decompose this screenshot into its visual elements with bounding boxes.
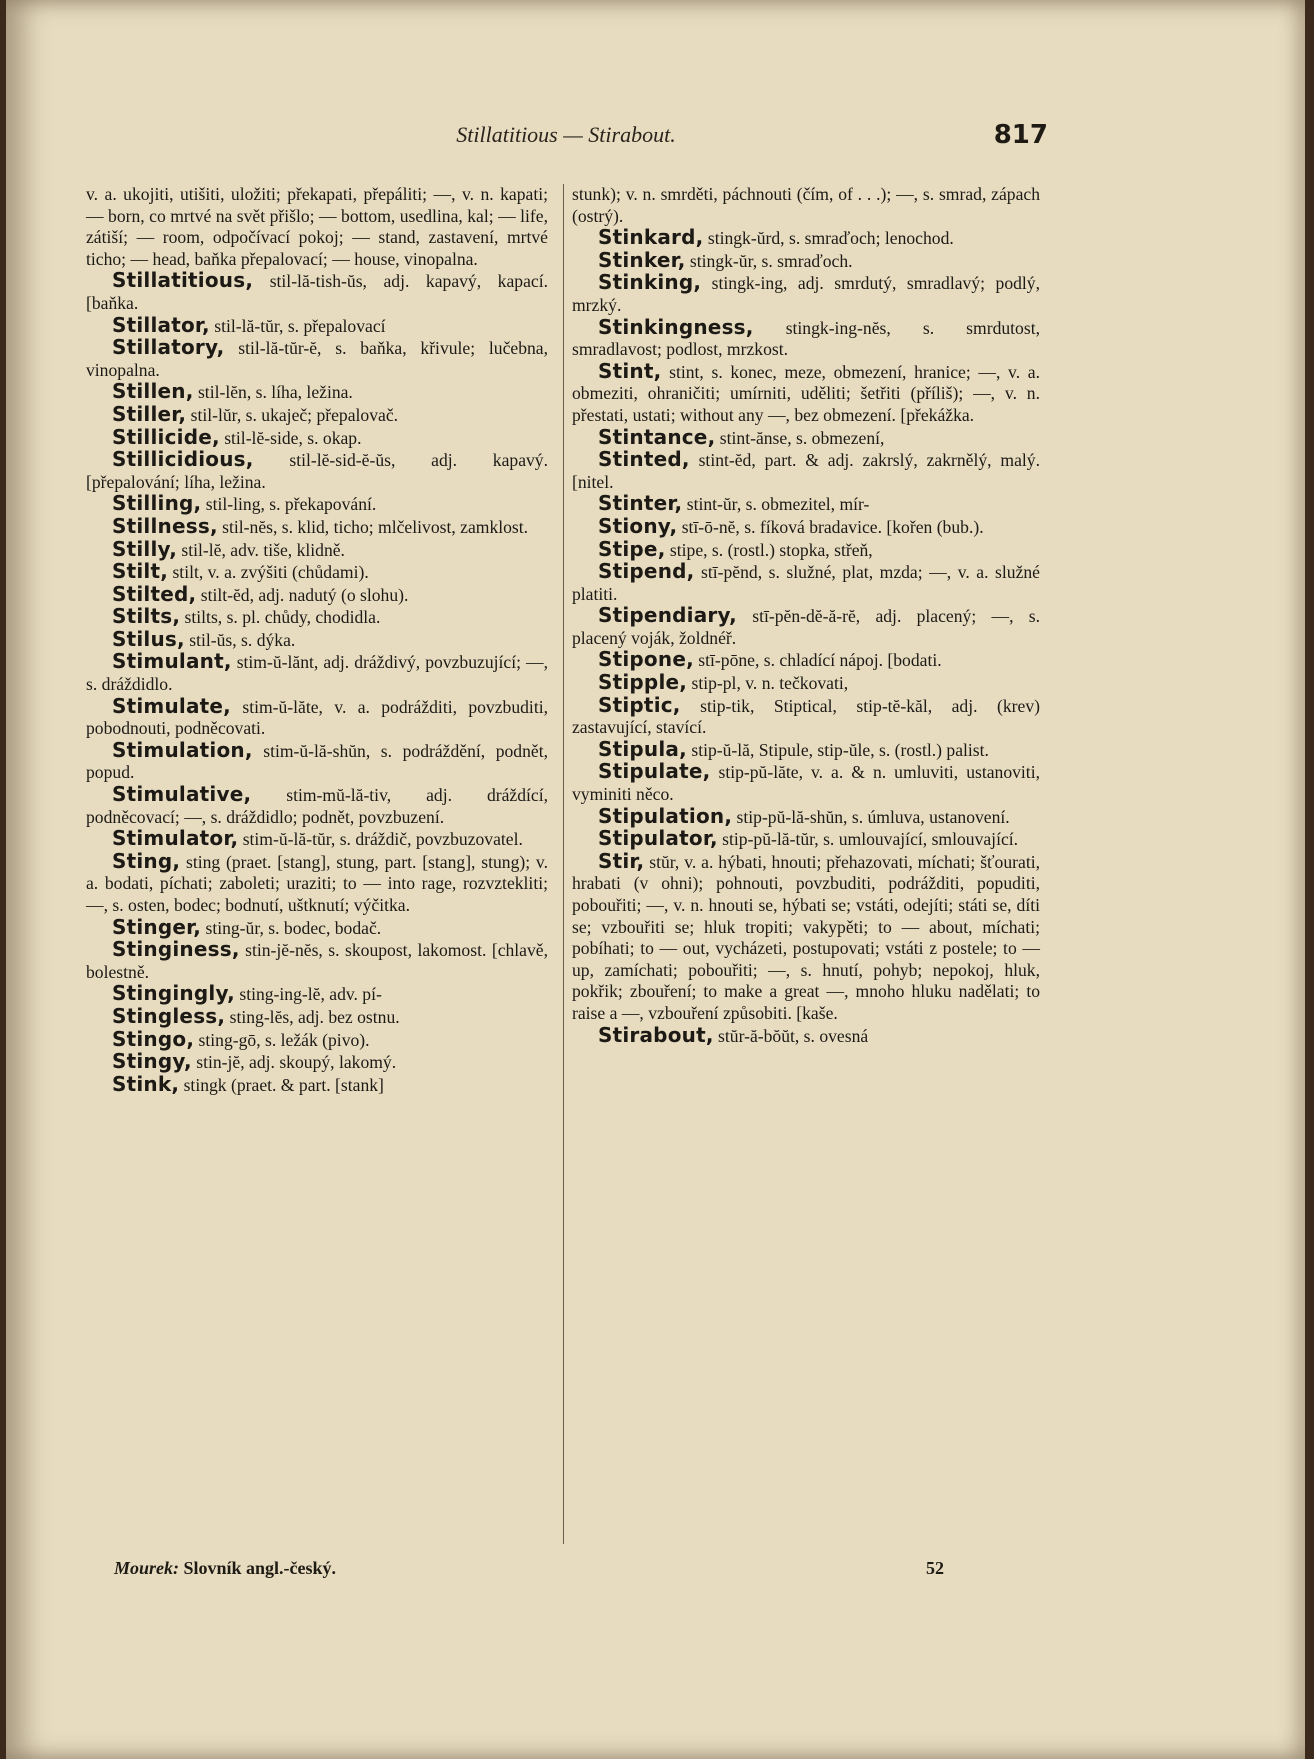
entry-headword: Stinkard, bbox=[598, 225, 704, 250]
entry-headword: Stimulative, bbox=[112, 782, 252, 807]
dictionary-entry bbox=[86, 270, 548, 314]
entry-headword: Stingo, bbox=[112, 1026, 195, 1051]
entry-definition: stī-pĕn-dĕ-ă-rĕ, adj. placený; —, s. placený voják, žoldnéř. bbox=[572, 606, 1040, 648]
dictionary-entry bbox=[572, 424, 1040, 450]
column-divider bbox=[563, 184, 564, 1544]
entry-definition: sting (praet. [stang], stung, part. [stang], stung); v. a. bodati, píchati; zaboleti; uraziti; to — into rage, rozvztekliti; —, s. osten, bodec; bodnutí, uštknutí; výčitka. bbox=[86, 851, 548, 915]
dictionary-page bbox=[6, 0, 1305, 1759]
dictionary-entry bbox=[86, 606, 548, 629]
entry-definition: sting-gō, s. ležák (pivo). bbox=[198, 1029, 370, 1050]
dictionary-entry bbox=[572, 536, 1040, 562]
dictionary-entry bbox=[86, 513, 548, 539]
entry-headword: Stipulate, bbox=[598, 759, 711, 784]
entry-definition: stil-ling, s. překapování. bbox=[205, 494, 377, 515]
entry-definition: stingk-ing-nĕs, s. smrdutost, smradlavost; podlost, mrzkost. bbox=[572, 317, 1040, 360]
dictionary-entry bbox=[86, 1071, 548, 1097]
entry-headword: Stimulate, bbox=[112, 693, 231, 718]
entry-definition: stint-ĕd, part. & adj. zakrslý, zakrnělý, malý. [nitel. bbox=[572, 450, 1040, 492]
entry-headword: Stinger, bbox=[112, 914, 202, 939]
entry-definition: stilt-ĕd, adj. nadutý (o slohu). bbox=[200, 584, 409, 605]
dictionary-entry bbox=[572, 314, 1040, 361]
entry-headword: Stint, bbox=[598, 358, 662, 383]
dictionary-entry bbox=[86, 581, 548, 607]
entry-headword: Stirabout, bbox=[598, 1022, 714, 1047]
entry-definition: stil-lĕ, adv. tiše, klidně. bbox=[181, 539, 345, 560]
dictionary-entry bbox=[572, 736, 1040, 762]
page-header bbox=[96, 120, 1048, 158]
dictionary-entry bbox=[572, 761, 1040, 805]
entry-definition: stī-pĕnd, s. služné, plat, mzda; —, v. a. služné platiti. bbox=[572, 562, 1040, 604]
entry-definition: stip-ŭ-lă, Stipule, stip-ŭle, s. (rostl.) palist. bbox=[691, 739, 989, 760]
dictionary-entry bbox=[572, 272, 1040, 316]
entry-headword: Stilling, bbox=[112, 491, 202, 516]
entry-definition: stint, s. konec, meze, obmezení, hranice; —, v. a. obmeziti, ohraničiti; umírniti, uděliti; šetřiti (příliš); —, v. n. přestati, ustati; without any —, bez obmezení. [překážka. bbox=[572, 361, 1040, 425]
footer-author: Mourek: bbox=[114, 1558, 180, 1578]
dictionary-entry bbox=[86, 337, 548, 381]
left-column bbox=[86, 184, 548, 1096]
entry-headword: Stipendiary, bbox=[598, 603, 737, 628]
entry-definition: stilts, s. pl. chůdy, chodidla. bbox=[184, 607, 381, 628]
entry-headword: Stillator, bbox=[112, 312, 210, 337]
entry-definition: stint-ŭr, s. obmezitel, mír- bbox=[686, 494, 870, 515]
dictionary-entry bbox=[572, 513, 1040, 539]
entry-headword: Stillicidious, bbox=[112, 447, 254, 472]
entry-definition: stilt, v. a. zvýšiti (chůdami). bbox=[172, 562, 369, 583]
running-title: Stillatitious — Stirabout. bbox=[456, 122, 676, 147]
entry-definition: stip-tik, Stiptical, stip-tĕ-kăl, adj. (krev) zastavující, stavící. bbox=[572, 695, 1040, 738]
entry-headword: Stipulator, bbox=[598, 826, 718, 851]
entry-headword: Stimulation, bbox=[112, 737, 253, 762]
dictionary-entry bbox=[572, 247, 1040, 273]
entry-definition: stunk); v. n. smrděti, páchnouti (čím, of . . .); —, s. smrad, zápach (ostrý). bbox=[572, 184, 1040, 226]
entry-definition: stil-lă-tŭr, s. přepalovací bbox=[214, 315, 386, 336]
entry-definition: stingk-ŭrd, s. smraďoch; lenochod. bbox=[707, 228, 954, 249]
entry-definition: stin-jĕ, adj. skoupý, lakomý. bbox=[196, 1052, 397, 1073]
right-column bbox=[572, 184, 1040, 1047]
entry-definition: sting-ing-lĕ, adv. pí- bbox=[239, 984, 382, 1005]
entry-headword: Stilus, bbox=[112, 626, 185, 651]
entry-definition: stŭr-ă-bŏŭt, s. ovesná bbox=[718, 1025, 869, 1046]
entry-definition: stim-ŭ-lăte, v. a. podrážditi, povzbuditi, pobodnouti, podněcovati. bbox=[86, 696, 548, 739]
entry-headword: Stingingly, bbox=[112, 981, 235, 1006]
entry-headword: Stinted, bbox=[598, 447, 690, 472]
entry-definition: stil-ŭs, s. dýka. bbox=[189, 629, 296, 650]
dictionary-entry bbox=[572, 649, 1040, 672]
entry-headword: Stinter, bbox=[598, 491, 683, 516]
dictionary-entry bbox=[86, 1003, 548, 1029]
entry-headword: Stillicide, bbox=[112, 424, 220, 449]
dictionary-entry bbox=[572, 605, 1040, 649]
dictionary-entry bbox=[86, 693, 548, 740]
dictionary-entry bbox=[572, 184, 1040, 227]
entry-headword: Stingless, bbox=[112, 1003, 226, 1028]
entry-definition: stim-ŭ-lă-tŭr, s. dráždič, povzbuzovatel. bbox=[242, 829, 523, 850]
entry-headword: Stillatitious, bbox=[112, 268, 254, 293]
entry-headword: Stimulant, bbox=[112, 649, 232, 674]
dictionary-entry bbox=[86, 536, 548, 562]
entry-headword: Stinginess, bbox=[112, 937, 240, 962]
dictionary-entry bbox=[572, 227, 1040, 250]
dictionary-entry bbox=[86, 561, 548, 584]
entry-headword: Stilt, bbox=[112, 559, 169, 584]
entry-definition: stin-jĕ-nĕs, s. skoupost, lakomost. [chlavě, bolestně. bbox=[86, 940, 548, 982]
entry-headword: Stink, bbox=[112, 1071, 180, 1096]
entry-headword: Stiony, bbox=[598, 513, 678, 538]
entry-headword: Stipulation, bbox=[598, 803, 733, 828]
dictionary-entry bbox=[572, 803, 1040, 829]
entry-headword: Stir, bbox=[598, 848, 645, 873]
entry-definition: stingk-ing, adj. smrdutý, smradlavý; podlý, mrzký. bbox=[572, 273, 1040, 315]
entry-headword: Sting, bbox=[112, 848, 181, 873]
dictionary-entry bbox=[86, 184, 548, 270]
entry-definition: stim-ŭ-lănt, adj. dráždivý, povzbuzující; —, s. dráždidlo. bbox=[86, 652, 548, 695]
entry-definition: stingk (praet. & part. [stank] bbox=[183, 1074, 384, 1095]
entry-headword: Stinker, bbox=[598, 247, 686, 272]
footer-signature-mark: 52 bbox=[926, 1558, 944, 1578]
dictionary-entry bbox=[572, 561, 1040, 605]
dictionary-entry bbox=[572, 493, 1040, 516]
dictionary-entry bbox=[86, 737, 548, 784]
entry-definition: stŭr, v. a. hýbati, hnouti; přehazovati, míchati; šťourati, hrabati (v ohni); pohnouti, povzbuditi, podrážditi, popuditi, pobouřiti; —, v. n. hnouti se, hýbati se; vstáti, odejíti; státi se, díti se; vzbouřiti se; hluk tropiti; vakypěti; to — about, míchati; pobíhati; to — out, vycházeti, postupovati; vstáti z postele; to — up, zamíchati; pobouřiti; —, s. hnutí, pohyb; nepokoj, hluk, pokřik; zbouření; to make a great —, mnoho hluku nadělati; to raise a —, vzbouření způsobiti. [kaše. bbox=[572, 851, 1040, 1023]
entry-definition: stil-lĕn, s. líha, ležina. bbox=[197, 382, 353, 403]
entry-definition: stim-mŭ-lă-tiv, adj. dráždící, podněcovací; —, s. dráždidlo; podnět, povzbuzení. bbox=[86, 785, 548, 827]
entry-definition: sting-lĕs, adj. bez ostnu. bbox=[229, 1006, 400, 1027]
entry-definition: stil-lŭr, s. ukaječ; přepalovač. bbox=[190, 404, 399, 425]
entry-definition: stingk-ŭr, s. smraďoch. bbox=[689, 250, 853, 271]
entry-headword: Stillatory, bbox=[112, 335, 225, 360]
entry-definition: stil-lă-tish-ŭs, adj. kapavý, kapací. [baňka. bbox=[86, 271, 548, 313]
entry-headword: Stilts, bbox=[112, 604, 181, 629]
entry-headword: Stimulator, bbox=[112, 826, 239, 851]
entry-headword: Stipone, bbox=[598, 647, 694, 672]
entry-headword: Stinkingness, bbox=[598, 314, 754, 339]
dictionary-entry bbox=[572, 692, 1040, 739]
entry-headword: Stiptic, bbox=[598, 692, 681, 717]
entry-definition: stī-ō-nĕ, s. fíková bradavice. [kořen (bub.). bbox=[681, 516, 984, 537]
entry-definition: stil-nĕs, s. klid, ticho; mlčelivost, zamklost. bbox=[222, 516, 529, 537]
dictionary-entry bbox=[572, 848, 1040, 1025]
entry-definition: stint-ănse, s. obmezení, bbox=[719, 427, 885, 448]
dictionary-entry bbox=[86, 1051, 548, 1074]
dictionary-entry bbox=[572, 672, 1040, 695]
dictionary-entry bbox=[86, 401, 548, 427]
entry-headword: Stintance, bbox=[598, 424, 716, 449]
dictionary-entry bbox=[86, 449, 548, 493]
entry-definition: stil-lĕ-side, s. okap. bbox=[224, 427, 362, 448]
dictionary-entry bbox=[86, 424, 548, 450]
entry-headword: Stipple, bbox=[598, 670, 688, 695]
entry-definition: stip-pŭ-lă-tŭr, s. umlouvající, smlouvající. bbox=[722, 829, 1019, 850]
dictionary-entry bbox=[86, 848, 548, 917]
dictionary-entry bbox=[86, 651, 548, 695]
entry-definition: v. a. ukojiti, utišiti, uložiti; překapati, přepáliti; —, v. n. kapati; — born, co mrtvé na svět přišlo; — bottom, usedlina, kal; — life, zátiší; — room, odpočívací pokoj; — stand, zastavení, mrtvé ticho; — head, baňka přepalovací; — house, vinopalna. bbox=[86, 184, 548, 269]
entry-headword: Stinking, bbox=[598, 270, 702, 295]
entry-headword: Stilted, bbox=[112, 581, 197, 606]
dictionary-entry bbox=[572, 828, 1040, 851]
dictionary-entry bbox=[86, 939, 548, 983]
entry-definition: stipe, s. (rostl.) stopka, střeň, bbox=[669, 539, 873, 560]
entry-definition: stil-lĕ-sid-ĕ-ŭs, adj. kapavý. [přepalování; líha, ležina. bbox=[86, 450, 549, 492]
entry-definition: stip-pŭ-lă-shŭn, s. úmluva, ustanovení. bbox=[736, 806, 1010, 827]
dictionary-entry bbox=[86, 784, 548, 828]
dictionary-entry bbox=[572, 1022, 1040, 1048]
entry-definition: stip-pŭ-lăte, v. a. & n. umluviti, ustanoviti, vyminiti něco. bbox=[572, 762, 1040, 805]
entry-definition: stī-pōne, s. chladící nápoj. [bodati. bbox=[698, 650, 942, 671]
entry-definition: sting-ŭr, s. bodec, bodač. bbox=[205, 917, 382, 938]
entry-headword: Stipend, bbox=[598, 559, 695, 584]
entry-headword: Stilly, bbox=[112, 536, 178, 561]
entry-headword: Stillen, bbox=[112, 379, 194, 404]
dictionary-entry bbox=[86, 914, 548, 940]
entry-definition: stil-lă-tŭr-ĕ, s. baňka, křivule; lučebna, vinopalna. bbox=[86, 338, 548, 380]
dictionary-entry bbox=[86, 1026, 548, 1052]
dictionary-entry bbox=[86, 381, 548, 404]
page-number: 817 bbox=[993, 120, 1048, 150]
entry-headword: Stipe, bbox=[598, 536, 666, 561]
dictionary-entry bbox=[86, 312, 548, 338]
entry-headword: Stipula, bbox=[598, 736, 687, 761]
dictionary-entry bbox=[86, 828, 548, 851]
dictionary-entry bbox=[572, 358, 1040, 427]
entry-definition: stip-pl, v. n. tečkovati, bbox=[691, 673, 849, 694]
dictionary-entry bbox=[86, 983, 548, 1006]
dictionary-entry bbox=[86, 626, 548, 652]
entry-headword: Stingy, bbox=[112, 1049, 192, 1074]
page-footer bbox=[114, 1558, 984, 1586]
entry-definition: stim-ŭ-lă-shŭn, s. podráždění, podnět, popud. bbox=[86, 740, 548, 783]
entry-headword: Stillness, bbox=[112, 513, 218, 538]
entry-headword: Stiller, bbox=[112, 401, 187, 426]
dictionary-entry bbox=[572, 449, 1040, 493]
footer-book-title: Slovník angl.-český. bbox=[183, 1558, 337, 1578]
dictionary-entry bbox=[86, 493, 548, 516]
